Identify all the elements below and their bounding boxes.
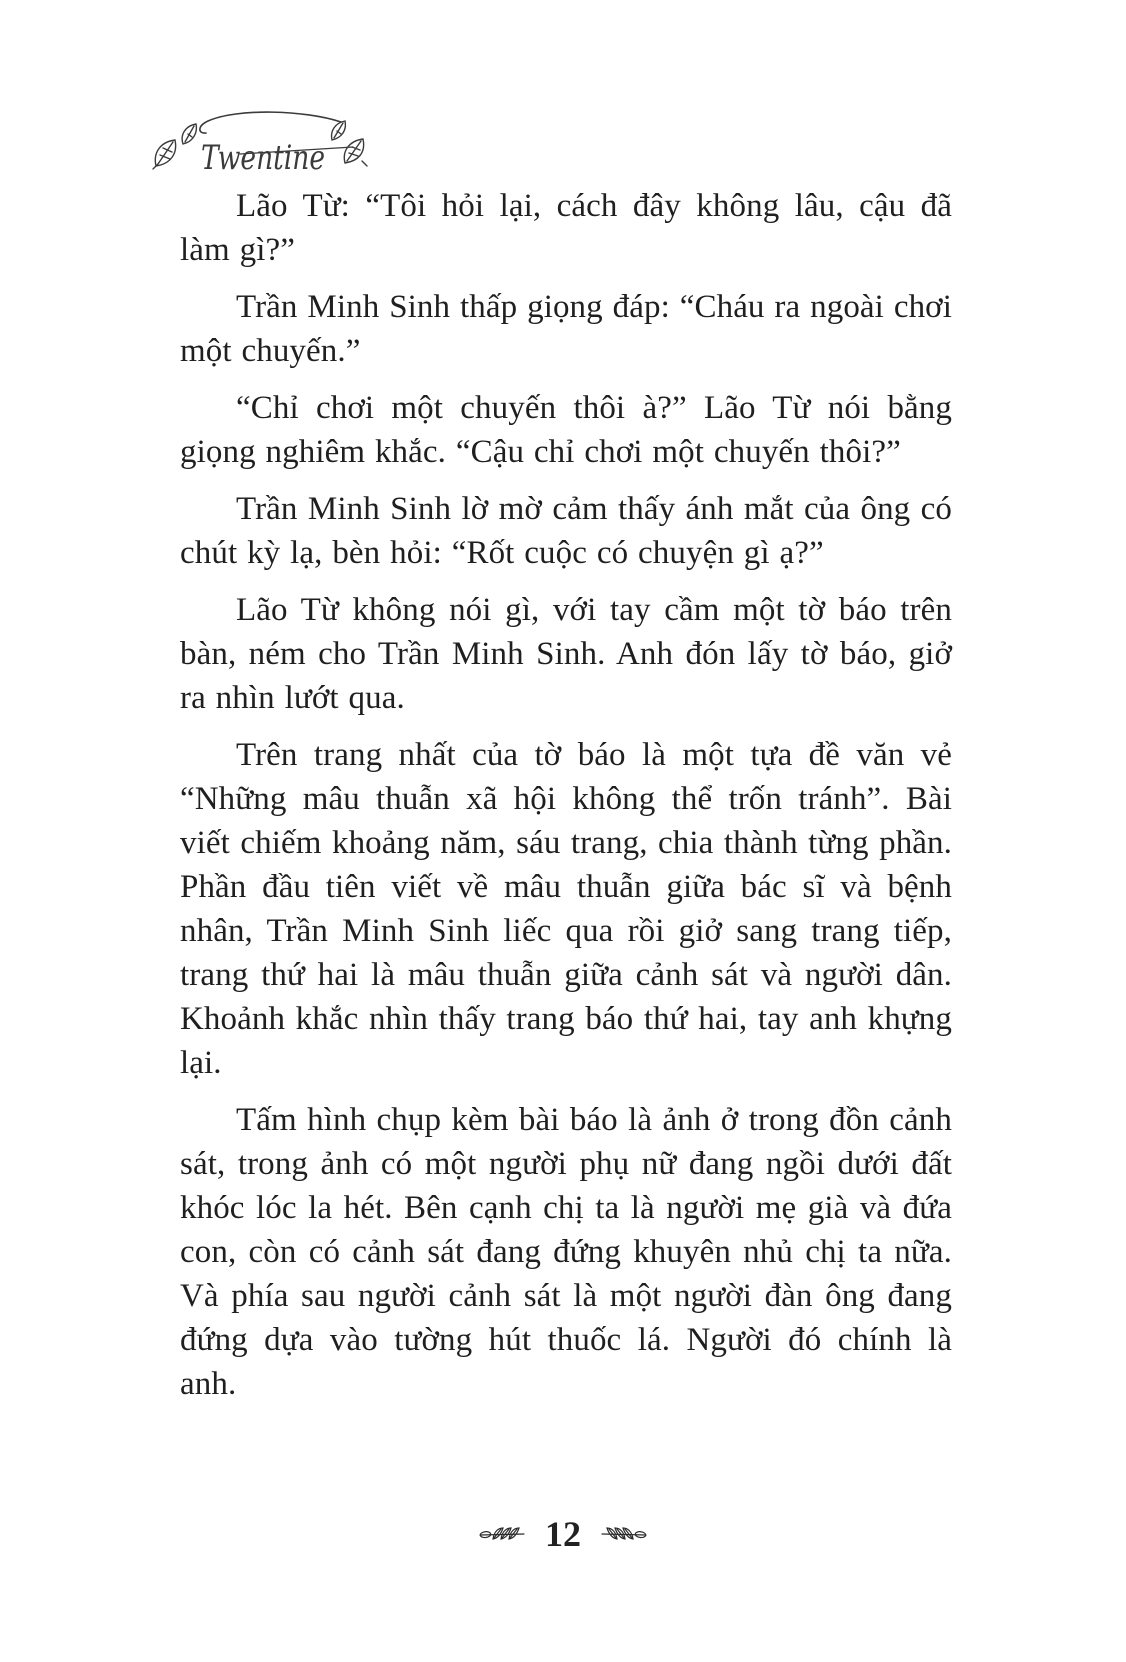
paragraph: Lão Từ: “Tôi hỏi lại, cách đây không lâu, cậu đã làm gì?” bbox=[180, 188, 952, 268]
page-text bbox=[180, 184, 952, 1419]
paragraph: Tấm hình chụp kèm bài báo là ảnh ở trong đồn cảnh sát, trong ảnh có một người phụ nữ đang ngồi dưới đất khóc lóc la hét. Bên cạnh chị ta là người mẹ già và đứa con, còn có cảnh sát đang đứng khuyên nhủ chị ta nữa. Và phía sau người cảnh sát là một người đàn ông đang đứng dựa vào tường hút thuốc lá. Người đó chính là anh. bbox=[180, 1102, 952, 1402]
leaf-vine-flourish-right-icon bbox=[601, 1525, 647, 1543]
paragraph: “Chỉ chơi một chuyến thôi à?” Lão Từ nói bằng giọng nghiêm khắc. “Cậu chỉ chơi một chuyến thôi?” bbox=[180, 390, 952, 470]
paragraph: Trần Minh Sinh thấp giọng đáp: “Cháu ra ngoài chơi một chuyến.” bbox=[180, 289, 952, 369]
paragraph: Trần Minh Sinh lờ mờ cảm thấy ánh mắt của ông có chút kỳ lạ, bèn hỏi: “Rốt cuộc có chuyện gì ạ?” bbox=[180, 491, 952, 571]
paragraph: Lão Từ không nói gì, với tay cầm một tờ báo trên bàn, ném cho Trần Minh Sinh. Anh đón lấy tờ báo, giở ra nhìn lướt qua. bbox=[180, 592, 952, 716]
leaf-pair-right-icon bbox=[332, 121, 367, 166]
leaf-pair-left-icon bbox=[153, 124, 196, 169]
paragraph: Trên trang nhất của tờ báo là một tựa đề văn vẻ “Những mâu thuẫn xã hội không thể trốn tránh”. Bài viết chiếm khoảng năm, sáu trang, chia thành từng phần. Phần đầu tiên viết về mâu thuẫn giữa bác sĩ và bệnh nhân, Trần Minh Sinh liếc qua rồi giở sang trang tiếp, trang thứ hai là mâu thuẫn giữa cảnh sát và người dân. Khoảnh khắc nhìn thấy trang báo thứ hai, tay anh khựng lại. bbox=[180, 737, 952, 1081]
leaf-vine-flourish-left-icon bbox=[479, 1525, 525, 1543]
page-footer bbox=[0, 1512, 1126, 1556]
publisher-logo bbox=[145, 103, 370, 189]
logo-graphic bbox=[145, 103, 370, 189]
logo-text: Twentine bbox=[201, 138, 325, 178]
page-number: 12 bbox=[545, 1514, 581, 1554]
